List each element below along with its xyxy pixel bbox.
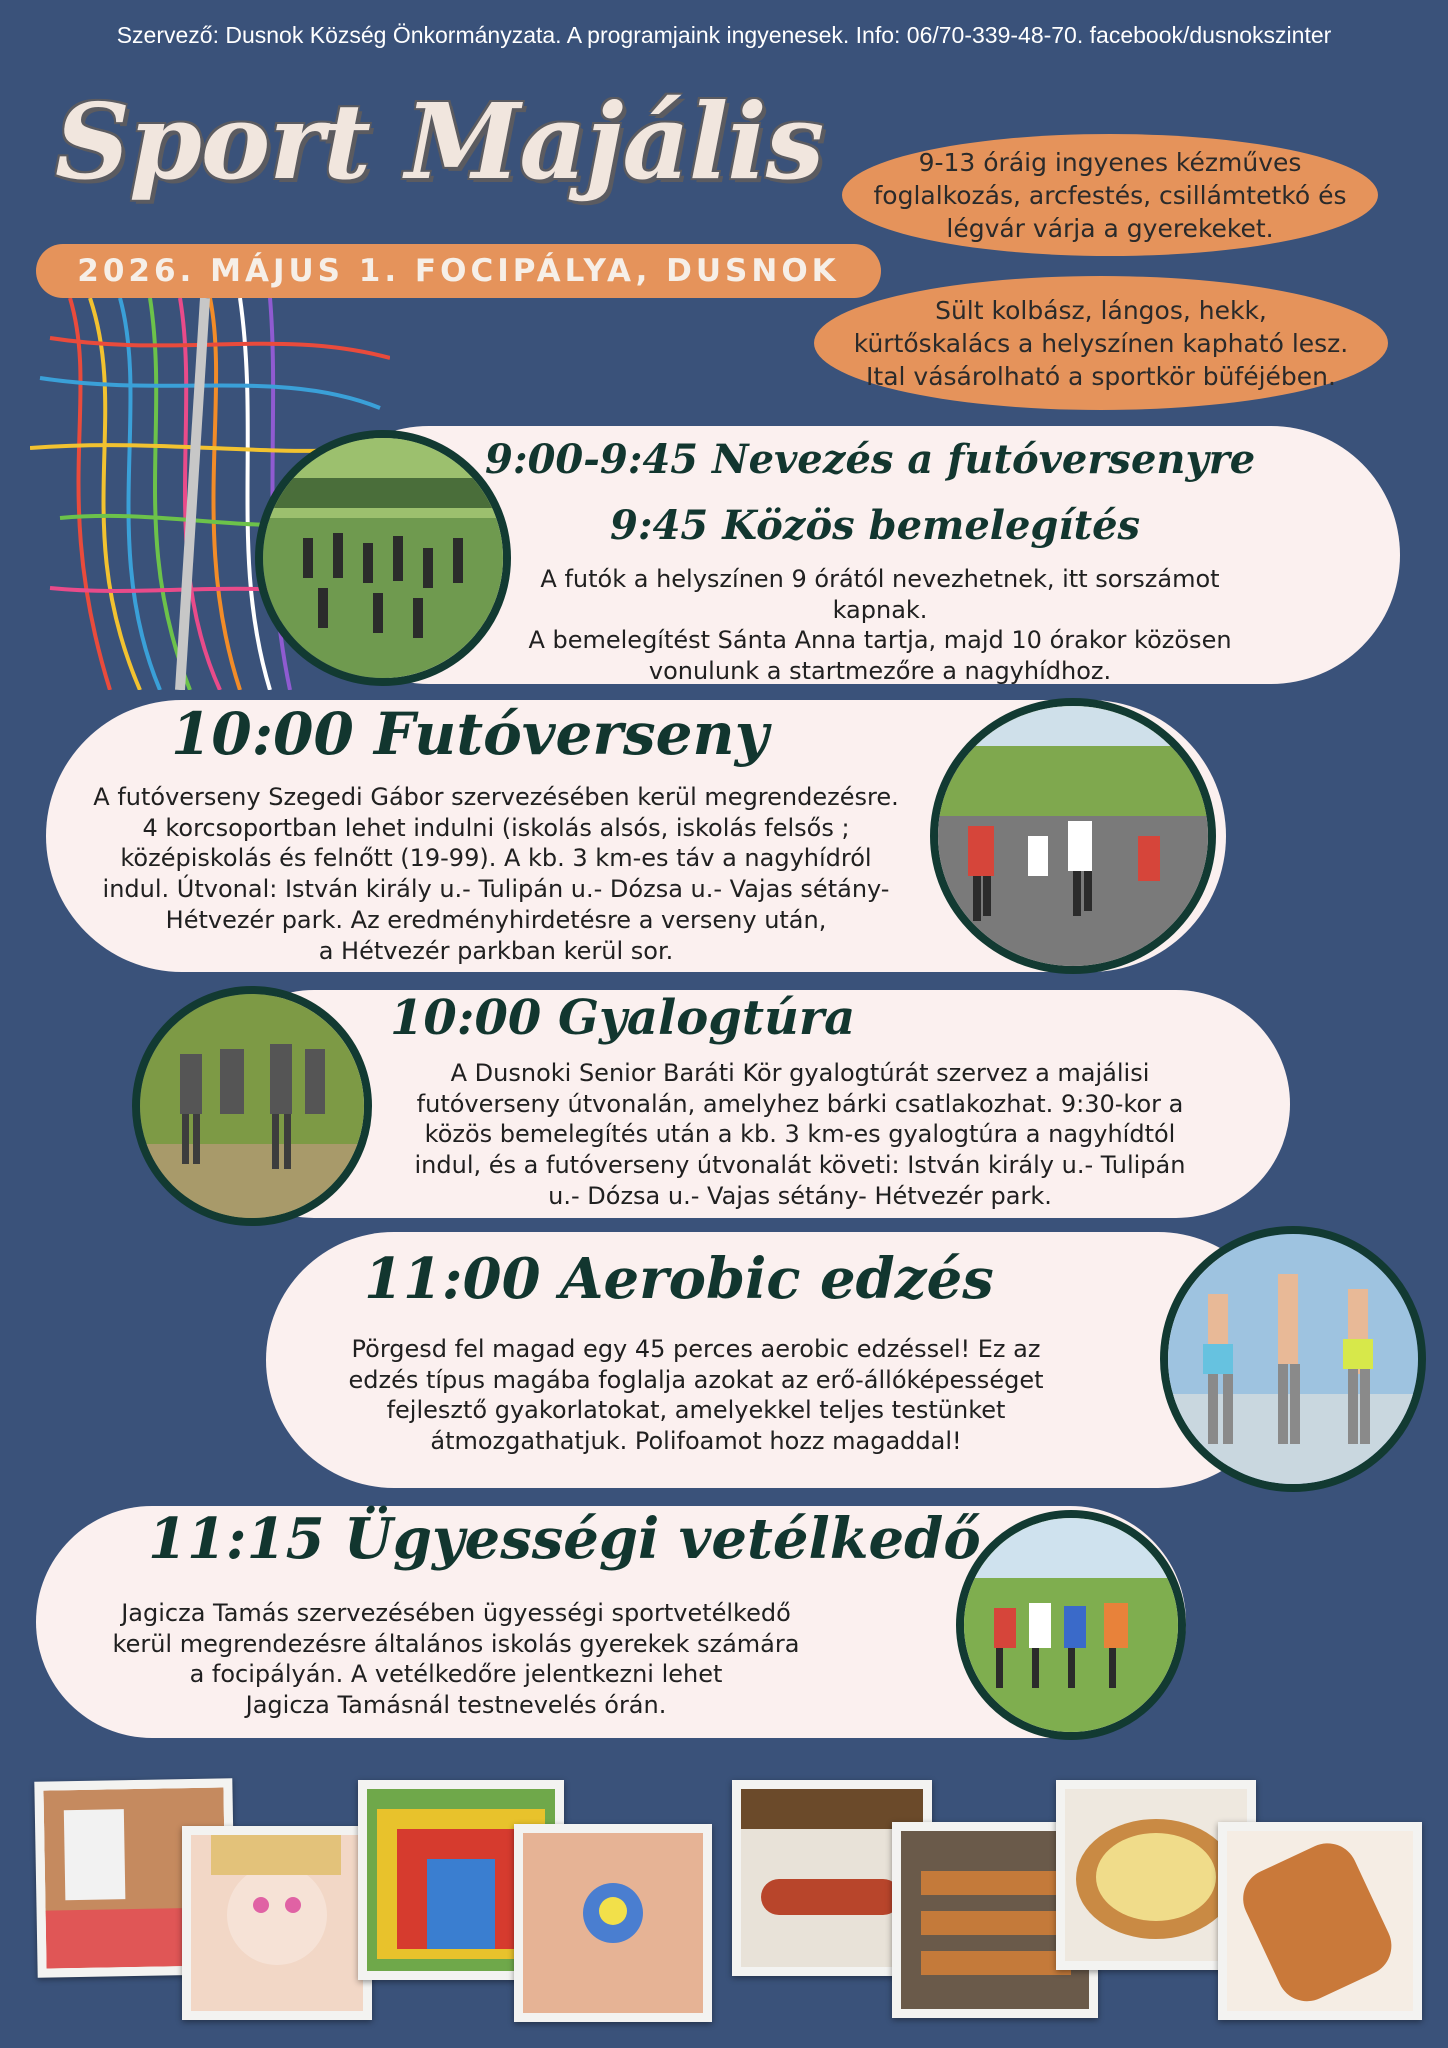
photo-chimney-cake <box>1218 1822 1422 2020</box>
description-line: edzés típus magába foglalja azokat az erő-állóképességet <box>348 1365 1044 1394</box>
aerobic-photo <box>1160 1226 1426 1492</box>
event-title: 10:00 Futóverseny <box>171 700 769 768</box>
description-line: Hétvezér park. Az eredményhirdetésre a verseny után, <box>165 905 827 934</box>
event-description <box>490 564 1270 687</box>
description-line: futóverseny útvonalán, amelyhez bárki csatlakozhat. 9:30-kor a <box>416 1089 1184 1118</box>
running-race-photo <box>930 698 1216 974</box>
info-line: Ital vásárolható a sportkör büféjében. <box>866 361 1336 391</box>
event-card-aerobic <box>266 1232 1286 1488</box>
description-line: vonulunk a startmezőre a nagyhídhoz. <box>648 657 1112 686</box>
info-line: kürtőskalács a helyszínen kapható lesz. <box>853 328 1349 358</box>
description-line: A bemelegítést Sánta Anna tartja, majd 10 órakor közösen <box>528 626 1232 655</box>
hiking-photo <box>132 986 372 1226</box>
description-line: Pörgesd fel magad egy 45 perces aerobic edzéssel! Ez az <box>351 1335 1041 1363</box>
skills-contest-photo <box>956 1510 1186 1740</box>
event-description <box>66 782 926 966</box>
description-line: a Hétvezér parkban kerül sor. <box>318 936 674 965</box>
description-line: Jagicza Tamás szervezésében ügyességi sportvetélkedő <box>121 1599 791 1627</box>
event-description <box>370 1058 1230 1212</box>
description-line: u.- Dózsa u.- Vajas sétány- Hétvezér park. <box>548 1181 1052 1210</box>
warmup-photo <box>255 430 511 686</box>
description-line: A futóverseny Szegedi Gábor szervezésében kerül megrendezésre. <box>93 783 899 811</box>
organizer-info: Szervező: Dusnok Község Önkormányzata. A programjaink ingyenesek. Info: 06/70-339-48-70. facebook/dusnokszinter <box>116 22 1332 48</box>
description-line: kerül megrendezésre általános iskolás gyerekek számára <box>112 1629 800 1658</box>
description-line: Jagicza Tamásnál testnevelés órán. <box>245 1691 667 1720</box>
page-title: Sport Majális <box>55 80 824 203</box>
event-title: 11:00 Aerobic edzés <box>364 1246 994 1312</box>
info-line: 9-13 óráig ingyenes kézműves <box>918 147 1302 177</box>
description-line: 4 korcsoportban lehet indulni (iskolás alsós, iskolás felsős ; <box>142 813 850 842</box>
info-line: Sült kolbász, lángos, hekk, <box>935 295 1267 325</box>
description-line: A Dusnoki Senior Baráti Kör gyalogtúrát szervez a majálisi <box>450 1059 1150 1087</box>
description-line: indul. Útvonal: István király u.- Tulipán u.- Dózsa u.- Vajas sétány- <box>102 875 890 904</box>
photo-glitter-tattoo <box>514 1824 712 2022</box>
kids-program-info <box>842 134 1378 256</box>
event-title: 9:00-9:45 Nevezés a futóversenyre <box>485 436 1256 483</box>
event-subtitle: 9:45 Közös bemelegítés <box>610 502 1141 549</box>
info-line: légvár várja a gyerekeket. <box>946 213 1274 243</box>
date-location-banner: 2026. MÁJUS 1. FOCIPÁLYA, DUSNOK <box>36 244 881 298</box>
event-description <box>286 1334 1106 1457</box>
description-line: fejlesztő gyakorlatokat, amelyekkel teljes testünket <box>386 1396 1006 1425</box>
description-line: középiskolás és felnőtt (19-99). A kb. 3 km-es táv a nagyhídról <box>120 844 872 873</box>
info-line: foglalkozás, arcfestés, csillámtetkó és <box>873 180 1347 210</box>
event-title: 10:00 Gyalogtúra <box>390 990 856 1046</box>
event-title: 11:15 Ügyességi vetélkedő <box>148 1506 981 1572</box>
description-line: indul, és a futóverseny útvonalát követi: István király u.- Tulipán <box>414 1151 1186 1180</box>
event-description <box>76 1598 836 1721</box>
food-info <box>814 276 1388 410</box>
photo-face-painting <box>182 1826 372 2020</box>
description-line: közös bemelegítés után a kb. 3 km-es gyalogtúra a nagyhídtól <box>424 1120 1176 1149</box>
description-line: A futók a helyszínen 9 órától nevezhetnek, itt sorszámot kapnak. <box>540 565 1220 624</box>
description-line: a focipályán. A vetélkedőre jelentkezni lehet <box>189 1660 723 1689</box>
description-line: átmozgathatjuk. Polifoamot hozz magaddal! <box>430 1427 962 1456</box>
